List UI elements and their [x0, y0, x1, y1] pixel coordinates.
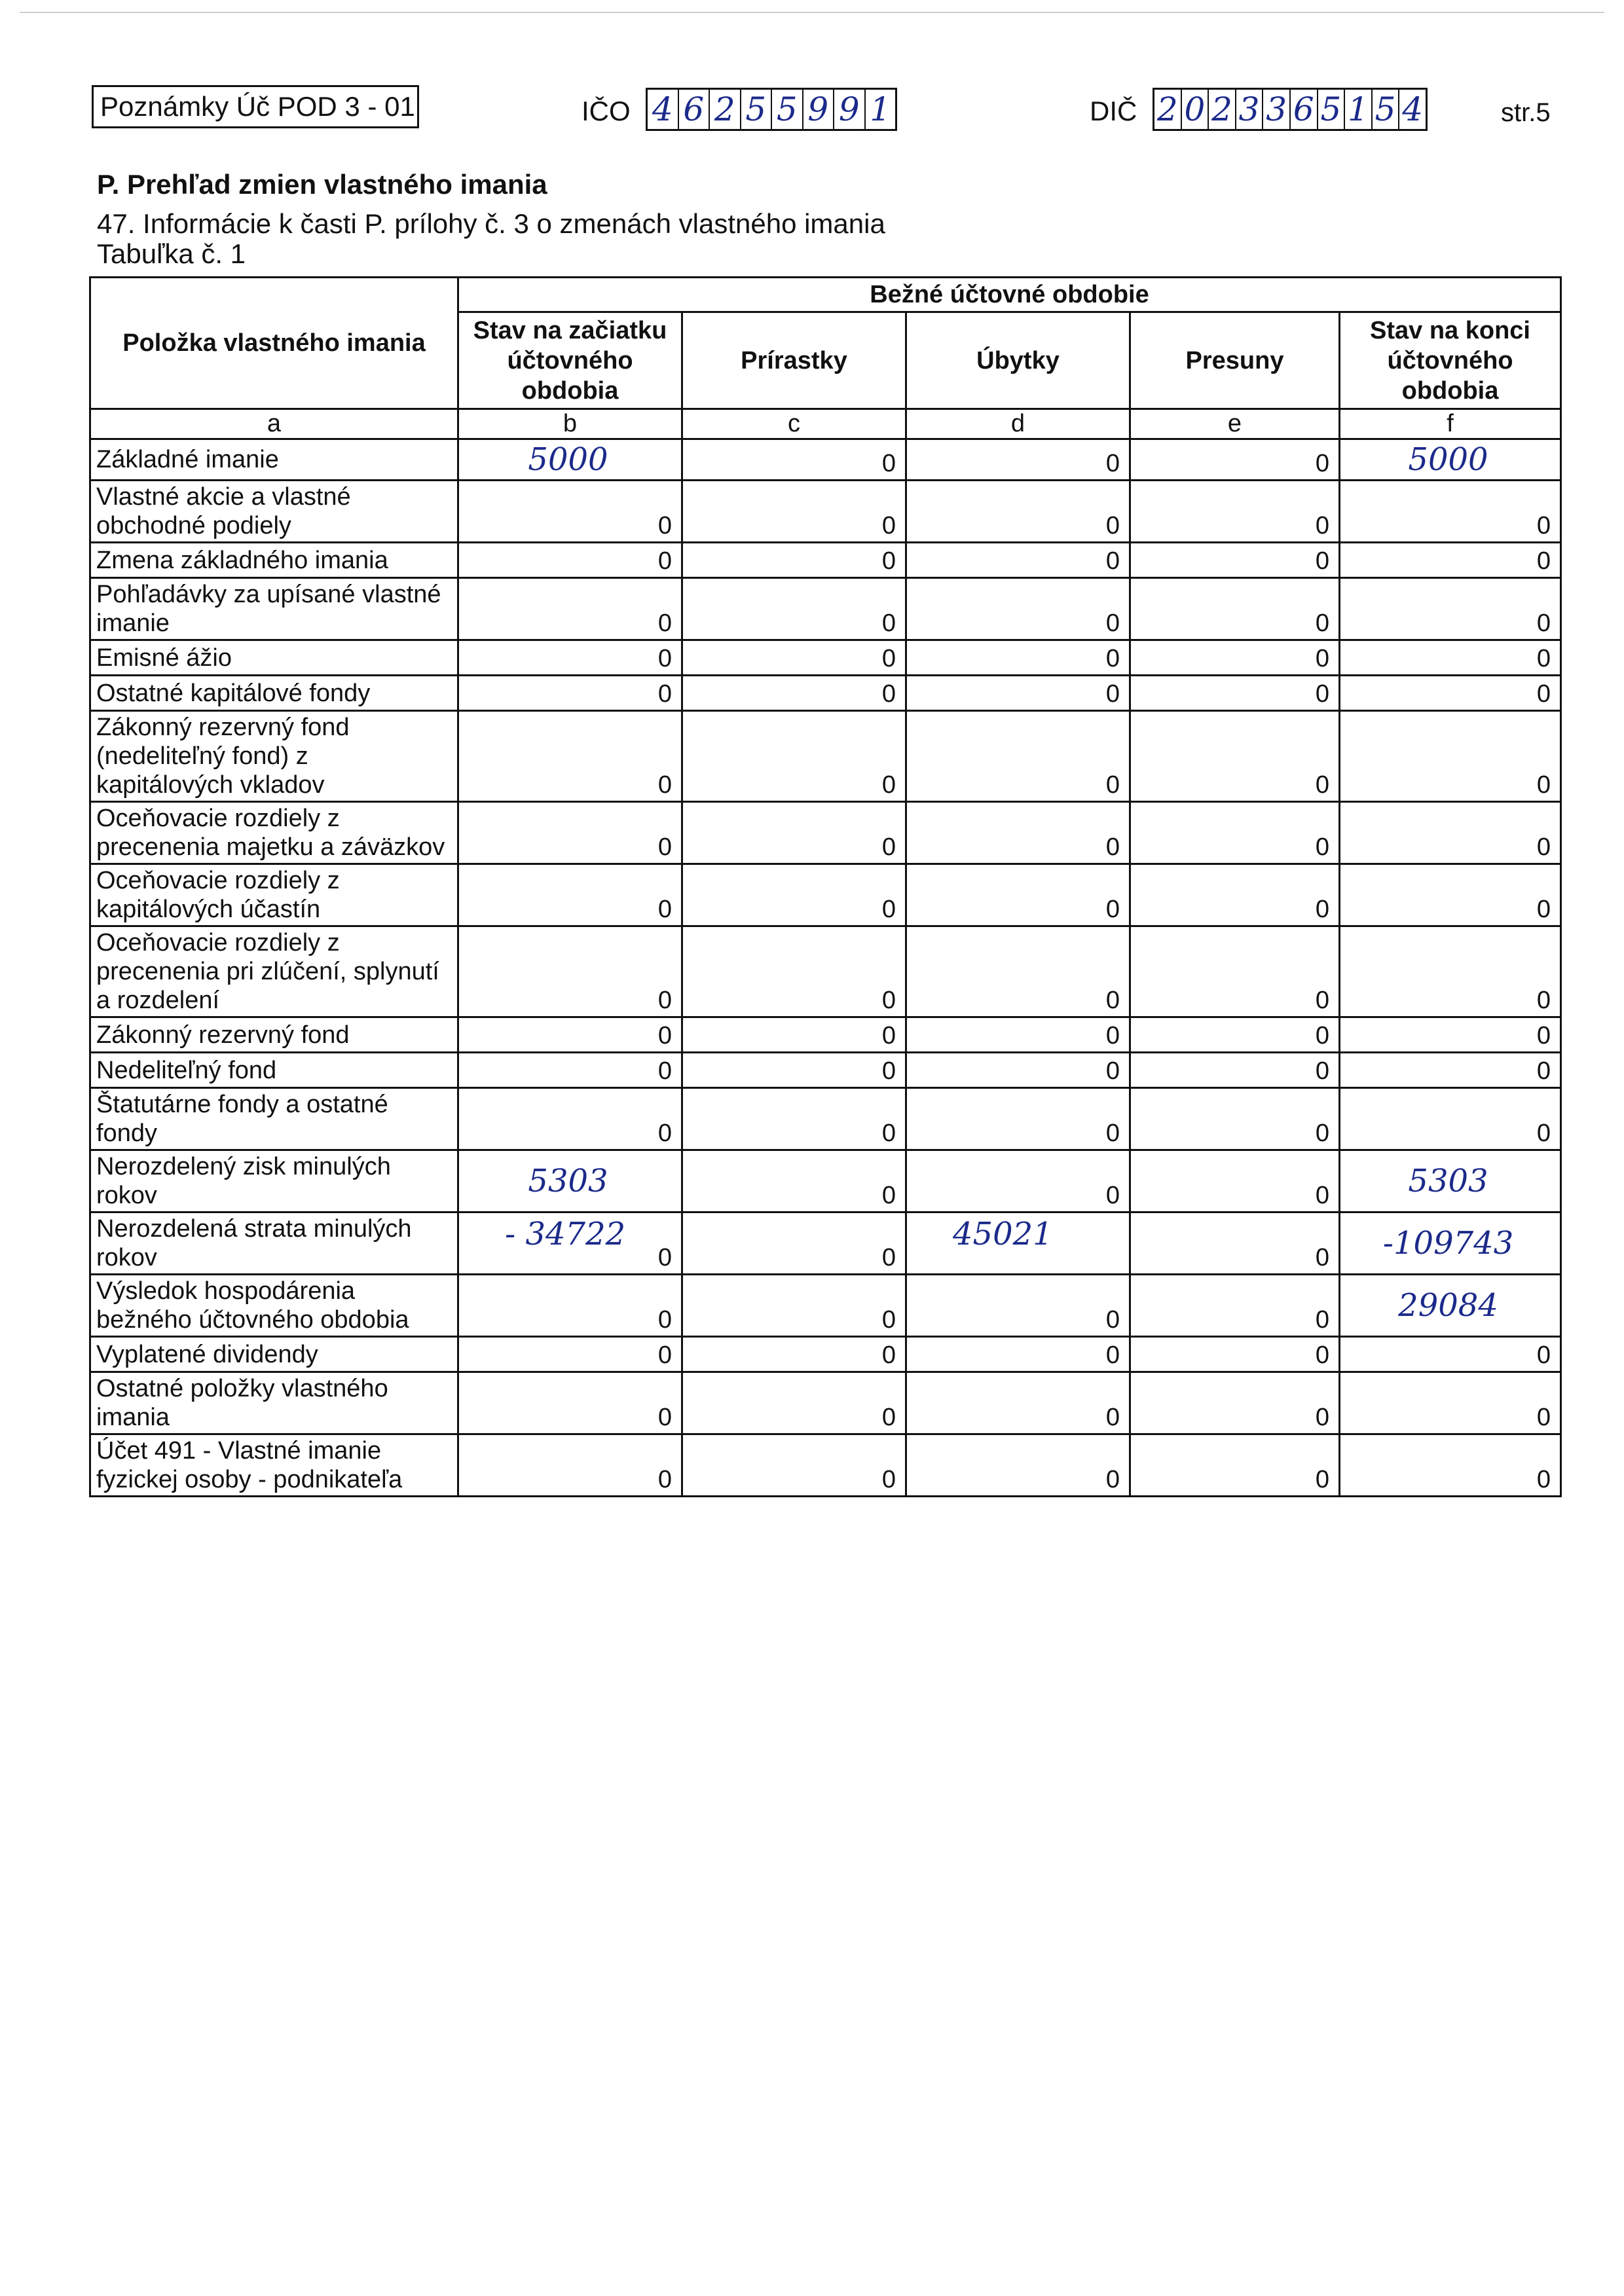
cell-e: 0	[1130, 864, 1340, 926]
cell-f: 0	[1340, 1337, 1561, 1372]
row-label: Emisné ážio	[90, 640, 458, 676]
cell-c: 0	[682, 1372, 906, 1434]
equity-changes-table	[89, 276, 1562, 1497]
cell-b: 0	[458, 481, 682, 543]
cell-e: 0	[1130, 640, 1340, 676]
cell-value: 0	[657, 1244, 672, 1271]
cell-f: 0	[1340, 864, 1561, 926]
cell-c: 0	[682, 1212, 906, 1275]
row-label: Zákonný rezervný fond	[90, 1017, 458, 1053]
cell-b: 0	[458, 1372, 682, 1434]
row-label: Účet 491 - Vlastné imanie fyzickej osoby - podnikateľa	[90, 1434, 458, 1497]
table-row	[90, 1434, 1561, 1497]
cell-e: 0	[1130, 543, 1340, 578]
ico-label: IČO	[581, 96, 631, 126]
id-digit: 5	[772, 90, 803, 129]
table-row	[90, 1053, 1561, 1088]
id-digit: 5	[1318, 90, 1346, 129]
dic-label: DIČ	[1090, 96, 1137, 126]
cell-d: 0	[906, 543, 1130, 578]
cell-e: 0	[1130, 439, 1340, 481]
cell-b	[458, 1212, 682, 1275]
row-label: Nerozdelený zisk minulých rokov	[90, 1150, 458, 1212]
table-row	[90, 1275, 1561, 1337]
cell-b: 0	[458, 802, 682, 864]
cell-c: 0	[682, 676, 906, 711]
cell-d: 0	[906, 578, 1130, 640]
cell-b: 0	[458, 640, 682, 676]
cell-c: 0	[682, 711, 906, 802]
cell-c: 0	[682, 1434, 906, 1497]
cell-c: 0	[682, 1088, 906, 1150]
handwritten-value: 45021	[953, 1216, 1053, 1252]
cell-f: 0	[1340, 640, 1561, 676]
row-label: Štatutárne fondy a ostatné fondy	[90, 1088, 458, 1150]
cell-c: 0	[682, 864, 906, 926]
cell-f: 0	[1340, 926, 1561, 1017]
cell-d: 0	[906, 864, 1130, 926]
id-digit: 1	[1345, 90, 1373, 129]
cell-c: 0	[682, 640, 906, 676]
cell-b: 0	[458, 676, 682, 711]
col-letter: a	[90, 409, 458, 439]
cell-e: 0	[1130, 1275, 1340, 1337]
id-digit: 4	[648, 90, 679, 129]
row-label: Nerozdelená strata minulých rokov	[90, 1212, 458, 1275]
cell-c: 0	[682, 1337, 906, 1372]
cell-e: 0	[1130, 481, 1340, 543]
row-label: Nedeliteľný fond	[90, 1053, 458, 1088]
col-letter: c	[682, 409, 906, 439]
cell-f: 0	[1340, 711, 1561, 802]
page-top-edge	[20, 12, 1604, 13]
id-digit: 0	[1182, 90, 1209, 129]
cell-b: 0	[458, 543, 682, 578]
cell-f	[1340, 439, 1561, 481]
table-row	[90, 926, 1561, 1017]
cell-b: 0	[458, 1434, 682, 1497]
col-header-start: Stav na začiatku účtovného obdobia	[458, 312, 682, 409]
row-label: Pohľadávky za upísané vlastné imanie	[90, 578, 458, 640]
cell-f: 0	[1340, 1088, 1561, 1150]
cell-e: 0	[1130, 1150, 1340, 1212]
cell-c: 0	[682, 578, 906, 640]
cell-b: 0	[458, 578, 682, 640]
cell-d: 0	[906, 1434, 1130, 1497]
cell-b	[458, 439, 682, 481]
cell-e: 0	[1130, 1434, 1340, 1497]
cell-e: 0	[1130, 1212, 1340, 1275]
table-row	[90, 439, 1561, 481]
table-row	[90, 1017, 1561, 1053]
table-row	[90, 711, 1561, 802]
cell-d: 0	[906, 926, 1130, 1017]
handwritten-value: 5000	[528, 441, 608, 478]
cell-e: 0	[1130, 676, 1340, 711]
col-letter: d	[906, 409, 1130, 439]
col-header-decreases: Úbytky	[906, 312, 1130, 409]
id-digit: 6	[1291, 90, 1318, 129]
cell-d: 0	[906, 1275, 1130, 1337]
id-digit: 2	[1154, 90, 1182, 129]
table-row	[90, 1212, 1561, 1275]
cell-f: 0	[1340, 578, 1561, 640]
cell-e: 0	[1130, 1372, 1340, 1434]
cell-c: 0	[682, 1275, 906, 1337]
cell-d: 0	[906, 1088, 1130, 1150]
section-title: P. Prehľad zmien vlastného imania	[97, 169, 547, 200]
row-label: Ostatné položky vlastného imania	[90, 1372, 458, 1434]
table-row	[90, 640, 1561, 676]
handwritten-value: -109743	[1382, 1225, 1514, 1262]
table-number: Tabuľka č. 1	[97, 238, 246, 269]
handwritten-value: 5000	[1408, 441, 1488, 478]
cell-f: 0	[1340, 1434, 1561, 1497]
cell-c: 0	[682, 802, 906, 864]
cell-f	[1340, 1275, 1561, 1337]
row-label: Zmena základného imania	[90, 543, 458, 578]
cell-d: 0	[906, 439, 1130, 481]
row-label: Základné imanie	[90, 439, 458, 481]
cell-e: 0	[1130, 926, 1340, 1017]
cell-e: 0	[1130, 1337, 1340, 1372]
cell-b: 0	[458, 926, 682, 1017]
cell-f	[1340, 1212, 1561, 1275]
col-letter: b	[458, 409, 682, 439]
cell-b: 0	[458, 1017, 682, 1053]
ico-digit-box	[646, 88, 897, 131]
cell-f: 0	[1340, 543, 1561, 578]
table-row	[90, 481, 1561, 543]
cell-d: 0	[906, 481, 1130, 543]
cell-e: 0	[1130, 1088, 1340, 1150]
period-header: Bežné účtovné obdobie	[458, 278, 1561, 312]
form-code-box: Poznámky Úč POD 3 - 01	[92, 85, 419, 128]
dic-digit-box	[1153, 88, 1428, 131]
id-digit: 5	[741, 90, 773, 129]
table-row	[90, 802, 1561, 864]
row-label: Vlastné akcie a vlastné obchodné podiely	[90, 481, 458, 543]
cell-f: 0	[1340, 1372, 1561, 1434]
handwritten-value: 29084	[1398, 1287, 1498, 1324]
cell-f: 0	[1340, 1017, 1561, 1053]
cell-b: 0	[458, 1053, 682, 1088]
cell-f: 0	[1340, 676, 1561, 711]
cell-f: 0	[1340, 802, 1561, 864]
page-number: str.5	[1501, 98, 1551, 127]
cell-d: 0	[906, 711, 1130, 802]
cell-f: 0	[1340, 1053, 1561, 1088]
id-digit: 3	[1236, 90, 1264, 129]
table-row	[90, 543, 1561, 578]
id-digit: 2	[710, 90, 741, 129]
cell-d: 0	[906, 1017, 1130, 1053]
table-row	[90, 1337, 1561, 1372]
row-label: Oceňovacie rozdiely z kapitálových účastín	[90, 864, 458, 926]
row-label: Vyplatené dividendy	[90, 1337, 458, 1372]
cell-d: 0	[906, 640, 1130, 676]
row-label: Výsledok hospodárenia bežného účtovného obdobia	[90, 1275, 458, 1337]
cell-d: 0	[906, 1372, 1130, 1434]
cell-b: 0	[458, 1088, 682, 1150]
id-digit: 4	[1402, 90, 1424, 128]
cell-c: 0	[682, 1017, 906, 1053]
table-row	[90, 864, 1561, 926]
cell-f: 0	[1340, 481, 1561, 543]
id-digit: 9	[834, 90, 866, 129]
cell-d: 0	[906, 1053, 1130, 1088]
section-subtitle: 47. Informácie k časti P. prílohy č. 3 o zmenách vlastného imania	[97, 208, 885, 239]
handwritten-value: 5303	[528, 1163, 608, 1199]
row-label: Oceňovacie rozdiely z precenenia majetku a záväzkov	[90, 802, 458, 864]
table-row	[90, 1088, 1561, 1150]
col-header-increases: Prírastky	[682, 312, 906, 409]
table-row	[90, 1150, 1561, 1212]
cell-d: 0	[906, 676, 1130, 711]
col-letter: f	[1340, 409, 1561, 439]
cell-f	[1340, 1150, 1561, 1212]
cell-b: 0	[458, 864, 682, 926]
row-label: Ostatné kapitálové fondy	[90, 676, 458, 711]
table-row	[90, 1372, 1561, 1434]
id-digit: 2	[1209, 90, 1236, 129]
col-header-transfers: Presuny	[1130, 312, 1340, 409]
row-label: Zákonný rezervný fond (nedeliteľný fond) z kapitálových vkladov	[90, 711, 458, 802]
cell-d	[906, 1212, 1130, 1275]
cell-e: 0	[1130, 711, 1340, 802]
row-label: Oceňovacie rozdiely z precenenia pri zlúčení, splynutí a rozdelení	[90, 926, 458, 1017]
id-digit: 6	[679, 90, 710, 129]
cell-d: 0	[906, 1150, 1130, 1212]
table-row	[90, 676, 1561, 711]
cell-b	[458, 1150, 682, 1212]
cell-b: 0	[458, 711, 682, 802]
handwritten-value: - 34722	[505, 1216, 626, 1252]
cell-c: 0	[682, 1150, 906, 1212]
cell-c: 0	[682, 439, 906, 481]
id-digit: 9	[803, 90, 835, 129]
col-letter: e	[1130, 409, 1340, 439]
cell-d: 0	[906, 1337, 1130, 1372]
id-digit: 5	[1373, 90, 1400, 129]
cell-b: 0	[458, 1337, 682, 1372]
col-header-item: Položka vlastného imania	[90, 278, 458, 409]
cell-c: 0	[682, 481, 906, 543]
id-digit: 1	[870, 90, 891, 128]
cell-e: 0	[1130, 802, 1340, 864]
cell-d: 0	[906, 802, 1130, 864]
cell-c: 0	[682, 926, 906, 1017]
cell-b: 0	[458, 1275, 682, 1337]
cell-e: 0	[1130, 1053, 1340, 1088]
id-digit: 3	[1263, 90, 1291, 129]
cell-e: 0	[1130, 578, 1340, 640]
cell-e: 0	[1130, 1017, 1340, 1053]
handwritten-value: 5303	[1408, 1163, 1488, 1199]
cell-c: 0	[682, 1053, 906, 1088]
col-header-end: Stav na konci účtovného obdobia	[1340, 312, 1561, 409]
table-row	[90, 578, 1561, 640]
cell-c: 0	[682, 543, 906, 578]
